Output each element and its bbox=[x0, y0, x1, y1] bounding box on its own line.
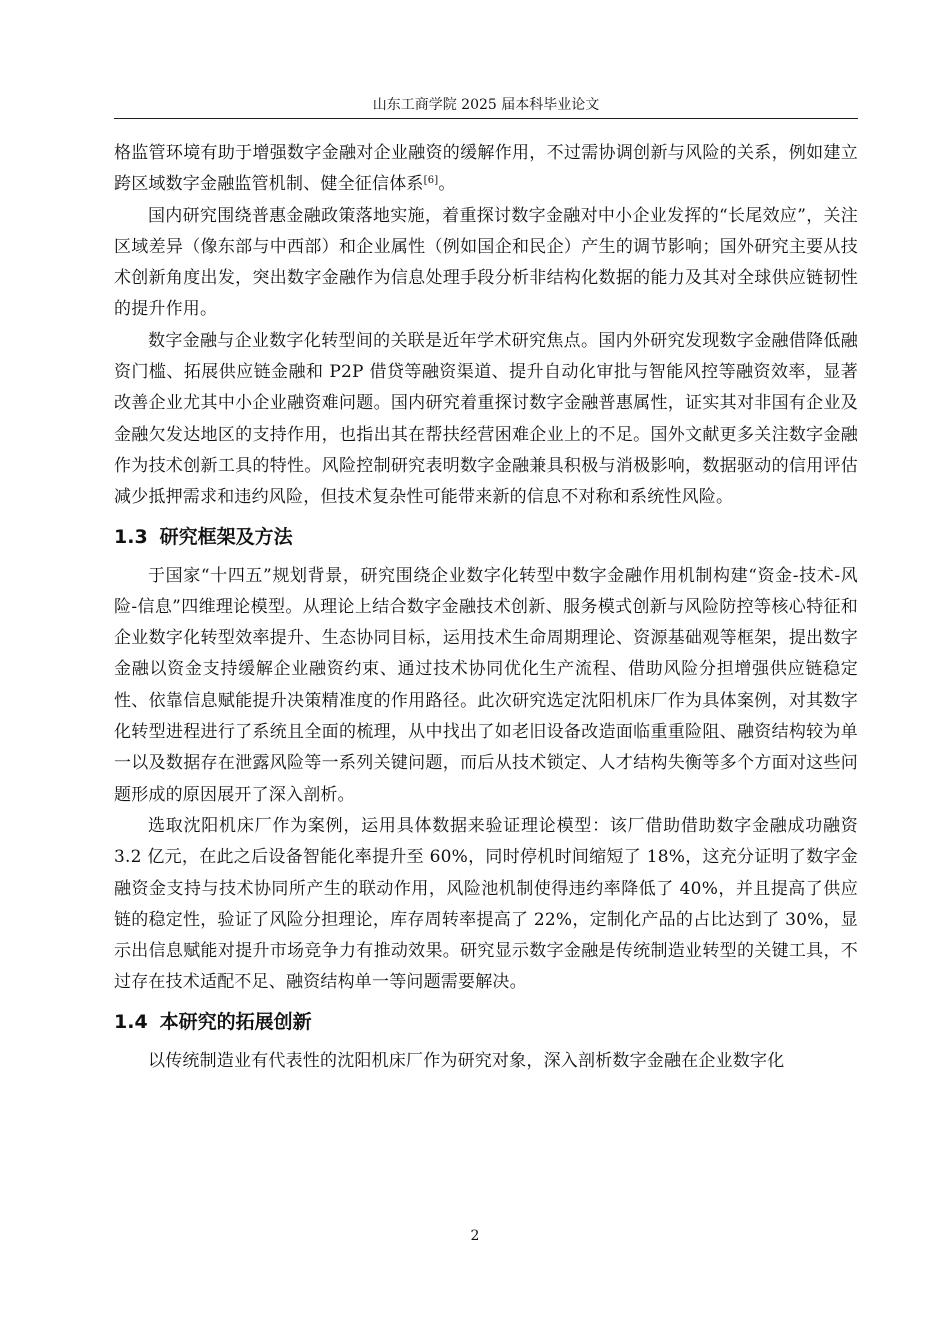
section-heading-1-4 bbox=[114, 1005, 858, 1039]
section-title: 研究框架及方法 bbox=[159, 525, 293, 548]
paragraph-domestic-foreign: 国内研究围绕普惠金融政策落地实施，着重探讨数字金融对中小企业发挥的“长尾效应”，关注区域差异（像东部与中西部）和企业属性（例如国企和民企）产生的调节影响；国外研究主要从技术创新角度出发，突出数字金融作为信息处理手段分析非结构化数据的能力及其对全球供应链韧性的提升作用。 bbox=[114, 205, 858, 320]
paragraph-continued bbox=[114, 138, 858, 201]
paragraph-text: 格监管环境有助于增强数字金融对企业融资的缓解作用，不过需协调创新与风险的关系，例如建立跨区域数字金融监管机制、健全征信体系 bbox=[114, 143, 858, 195]
paragraph-framework: 于国家“十四五”规划背景，研究围绕企业数字化转型中数字金融作用机制构建“资金-技术-风险-信息”四维理论模型。从理论上结合数字金融技术创新、服务模式创新与风险防控等核心特征和企业数字化转型效率提升、生态协同目标，运用技术生命周期理论、资源基础观等框架，提出数字金融以资金支持缓解企业融资约束、通过技术协同优化生产流程、借助风险分担增强供应链稳定性、依靠信息赋能提升决策精准度的作用路径。此次研究选定沈阳机床厂作为具体案例，对其数字化转型进程进行了系统且全面的梳理，从中找出了如老旧设备改造面临重重险阻、融资结构较为单一以及数据存在泄露风险等一系列关键问题，而后从技术锁定、人才结构失衡等多个方面对这些问题形成的原因展开了深入剖析。 bbox=[114, 565, 858, 805]
paragraph-digital-finance: 数字金融与企业数字化转型间的关联是近年学术研究焦点。国内外研究发现数字金融借降低融资门槛、拓展供应链金融和 P2P 借贷等融资渠道、提升自动化审批与智能风控等融资效率，显著改善企业尤其中小企业融资难问题。国内研究着重探讨数字金融普惠属性，证实其对非国有企业及金融欠发达地区的支持作用，也指出其在帮扶经营困难企业上的不足。国外文献更多关注数字金融作为技术创新工具的特性。风险控制研究表明数字金融兼具积极与消极影响，数据驱动的信用评估减少抵押需求和违约风险，但技术复杂性可能带来新的信息不对称和系统性风险。 bbox=[114, 330, 858, 508]
page-number: 2 bbox=[470, 1228, 480, 1244]
section-title: 本研究的拓展创新 bbox=[159, 1010, 312, 1033]
running-header: 山东工商学院 2025 届本科毕业论文 bbox=[114, 92, 858, 119]
paragraph-end: 。 bbox=[438, 174, 456, 195]
citation-ref[interactable]: [6] bbox=[423, 175, 439, 187]
section-number: 1.4 bbox=[114, 1010, 148, 1033]
section-heading-1-3 bbox=[114, 520, 858, 554]
paragraph-case-study: 选取沈阳机床厂作为案例，运用具体数据来验证理论模型：该厂借助借助数字金融成功融资 3.2 亿元，在此之后设备智能化率提升至 60%，同时停机时间缩短了 18%，这充分证明了数字金融资金支持与技术协同所产生的联动作用，风险池机制使得违约率降低了 40%，并且提高了供应链的稳定性，验证了风险分担理论，库存周转率提高了 22%，定制化产品的占比达到了 30%，显示出信息赋能对提升市场竞争力有推动效果。研究显示数字金融是传统制造业转型的关键工具，不过存在技术适配不足、融资结构单一等问题需要解决。 bbox=[114, 815, 858, 993]
body-text bbox=[114, 138, 858, 1077]
section-number: 1.3 bbox=[114, 525, 148, 548]
paragraph-innovation: 以传统制造业有代表性的沈阳机床厂作为研究对象，深入剖析数字金融在企业数字化 bbox=[148, 1050, 785, 1071]
